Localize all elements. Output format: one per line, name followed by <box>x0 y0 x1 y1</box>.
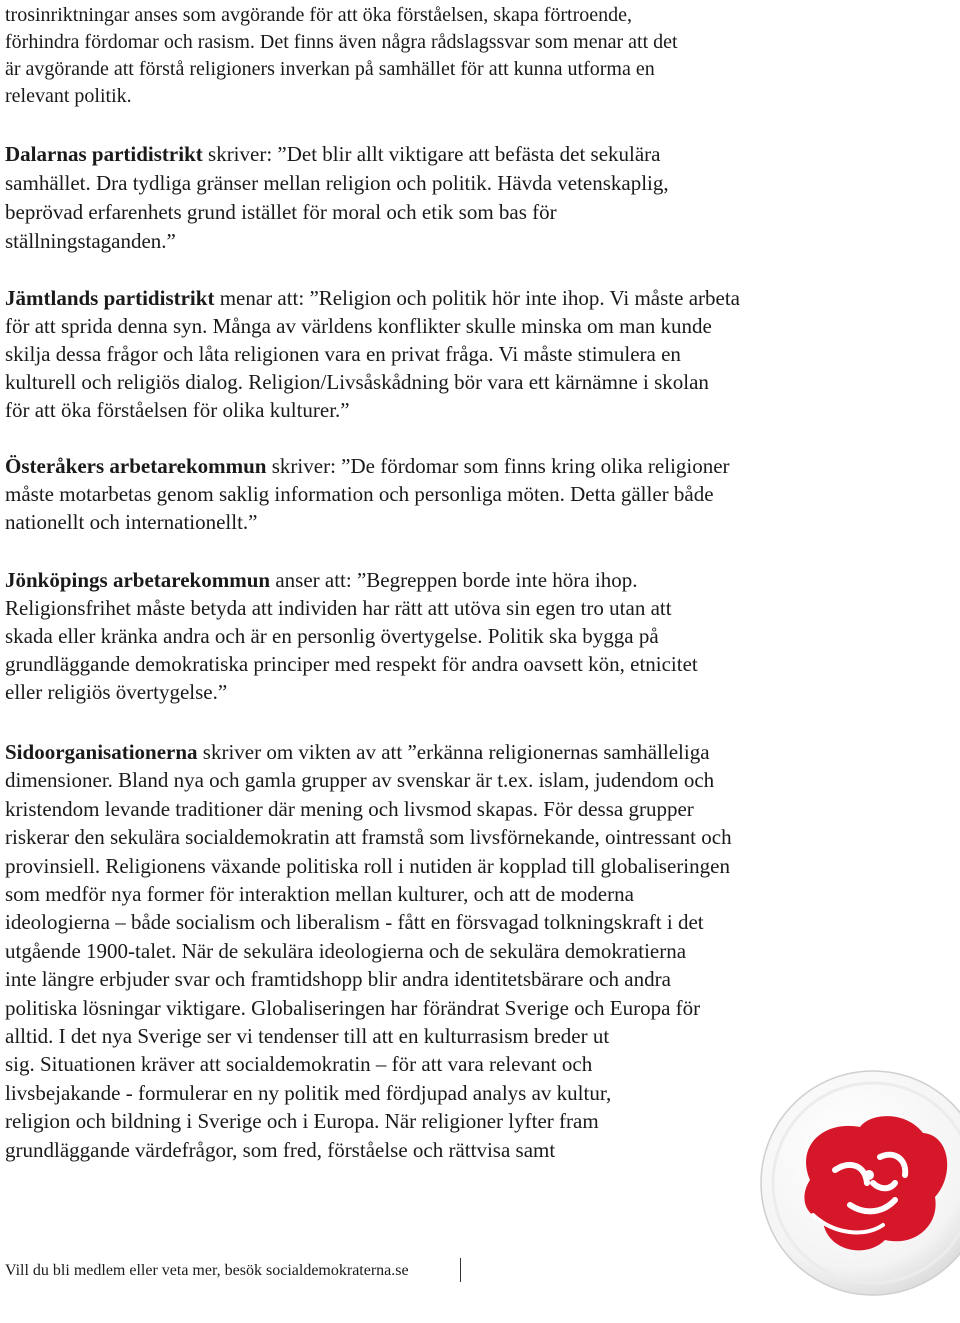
osteraker-first-line <box>5 453 730 480</box>
jamtland-lead: menar att: ”Religion och politik hör inte ihop. Vi måste arbeta <box>214 286 740 310</box>
jonkoping-line: grundläggande demokratiska principer med respekt för andra oavsett kön, etnicitet <box>5 652 698 676</box>
dalarna-line: beprövad erfarenhets grund istället för moral och etik som bas för <box>5 200 557 224</box>
sidoorg-line: religion och bildning i Sverige och i Europa. När religioner lyfter fram <box>5 1109 599 1134</box>
intro-line: relevant politik. <box>5 85 132 107</box>
osteraker-org-name: Österåkers arbetarekommun <box>5 454 267 478</box>
sidoorg-line: som medför nya former för interaktion mellan kulturer, och att de moderna <box>5 882 634 906</box>
dalarna-line: ställningstaganden.” <box>5 229 176 253</box>
jamtland-first-line <box>5 285 740 312</box>
jamtland-line: för att sprida denna syn. Många av världens konflikter skulle minska om man kunde <box>5 314 712 338</box>
sidoorg-org-name: Sidoorganisationerna <box>5 740 198 764</box>
sidoorg-line: riskerar den sekulära socialdemokratin att framstå som livsförnekande, ointressant och <box>5 825 732 850</box>
sidoorg-line: alltid. I det nya Sverige ser vi tendenser till att en kulturrasism breder ut <box>5 1024 610 1048</box>
intro-line: förhindra fördomar och rasism. Det finns även några rådslagssvar som menar att det <box>5 31 678 53</box>
intro-line: trosinriktningar anses som avgörande för att öka förståelsen, skapa förtroende, <box>5 4 633 26</box>
jonkoping-org-name: Jönköpings arbetarekommun <box>5 568 271 592</box>
dalarna-line: samhället. Dra tydliga gränser mellan religion och politik. Hävda vetenskaplig, <box>5 171 669 195</box>
jamtland-line: för att öka förståelsen för olika kulturer.” <box>5 398 350 422</box>
sidoorg-line: inte längre erbjuder svar och framtidshopp blir andra identitetsbärare och andra <box>5 967 671 992</box>
sidoorg-first-line <box>5 739 710 766</box>
sidoorg-line: utgående 1900-talet. När de sekulära ideologierna och de sekulära demokratierna <box>5 938 687 963</box>
dalarna-lead: skriver: ”Det blir allt viktigare att befästa det sekulära <box>202 142 661 166</box>
intro-line: är avgörande att förstå religioners inverkan på samhället för att kunna utforma en <box>5 58 655 80</box>
sidoorg-line: grundläggande värdefrågor, som fred, förståelse och rättvisa samt <box>5 1137 556 1162</box>
footer-divider <box>460 1258 461 1282</box>
jonkoping-first-line <box>5 567 637 594</box>
osteraker-lead: skriver: ”De fördomar som finns kring olika religioner <box>266 454 730 478</box>
sidoorg-line: livsbejakande - formulerar en ny politik med fördjupad analys av kultur, <box>5 1080 612 1105</box>
dalarna-org-name: Dalarnas partidistrikt <box>5 142 203 166</box>
dalarna-first-line <box>5 141 661 168</box>
sidoorg-line: sig. Situationen kräver att socialdemokratin – för att vara relevant och <box>5 1052 593 1077</box>
sidoorg-lead: skriver om vikten av att ”erkänna religionernas samhälleliga <box>197 740 710 764</box>
jamtland-org-name: Jämtlands partidistrikt <box>5 286 215 310</box>
sidoorg-line: dimensioner. Bland nya och gamla grupper av svenskar är t.ex. islam, judendom och <box>5 768 715 793</box>
rose-logo-icon <box>755 1065 960 1300</box>
jonkoping-lead: anser att: ”Begreppen borde inte höra ihop. <box>270 568 638 592</box>
jamtland-line: kulturell och religiös dialog. Religion/Livsåskådning bör vara ett kärnämne i skolan <box>5 370 709 394</box>
sidoorg-line: kristendom levande traditioner där mening och livsmod skapas. För dessa grupper <box>5 796 694 821</box>
osteraker-line: måste motarbetas genom saklig information och personliga möten. Detta gäller både <box>5 482 714 506</box>
sidoorg-line: politiska lösningar viktigare. Globaliseringen har förändrat Sverige och Europa för <box>5 995 701 1020</box>
jonkoping-line: eller religiös övertygelse.” <box>5 680 228 704</box>
jamtland-line: skilja dessa frågor och låta religionen vara en privat fråga. Vi måste stimulera en <box>5 342 681 366</box>
sidoorg-line: provinsiell. Religionens växande politiska roll i nutiden är kopplad till globaliseringen <box>5 853 730 878</box>
osteraker-line: nationellt och internationellt.” <box>5 510 258 534</box>
footer-text: Vill du bli medlem eller veta mer, besök socialdemokraterna.se <box>5 1262 409 1279</box>
jonkoping-line: skada eller kränka andra och är en personlig övertygelse. Politik ska bygga på <box>5 624 659 648</box>
sidoorg-line: ideologierna – både socialism och liberalism - fått en försvagad tolkningskraft i det <box>5 910 704 935</box>
jonkoping-line: Religionsfrihet måste betyda att individen har rätt att utöva sin egen tro utan att <box>5 596 672 620</box>
